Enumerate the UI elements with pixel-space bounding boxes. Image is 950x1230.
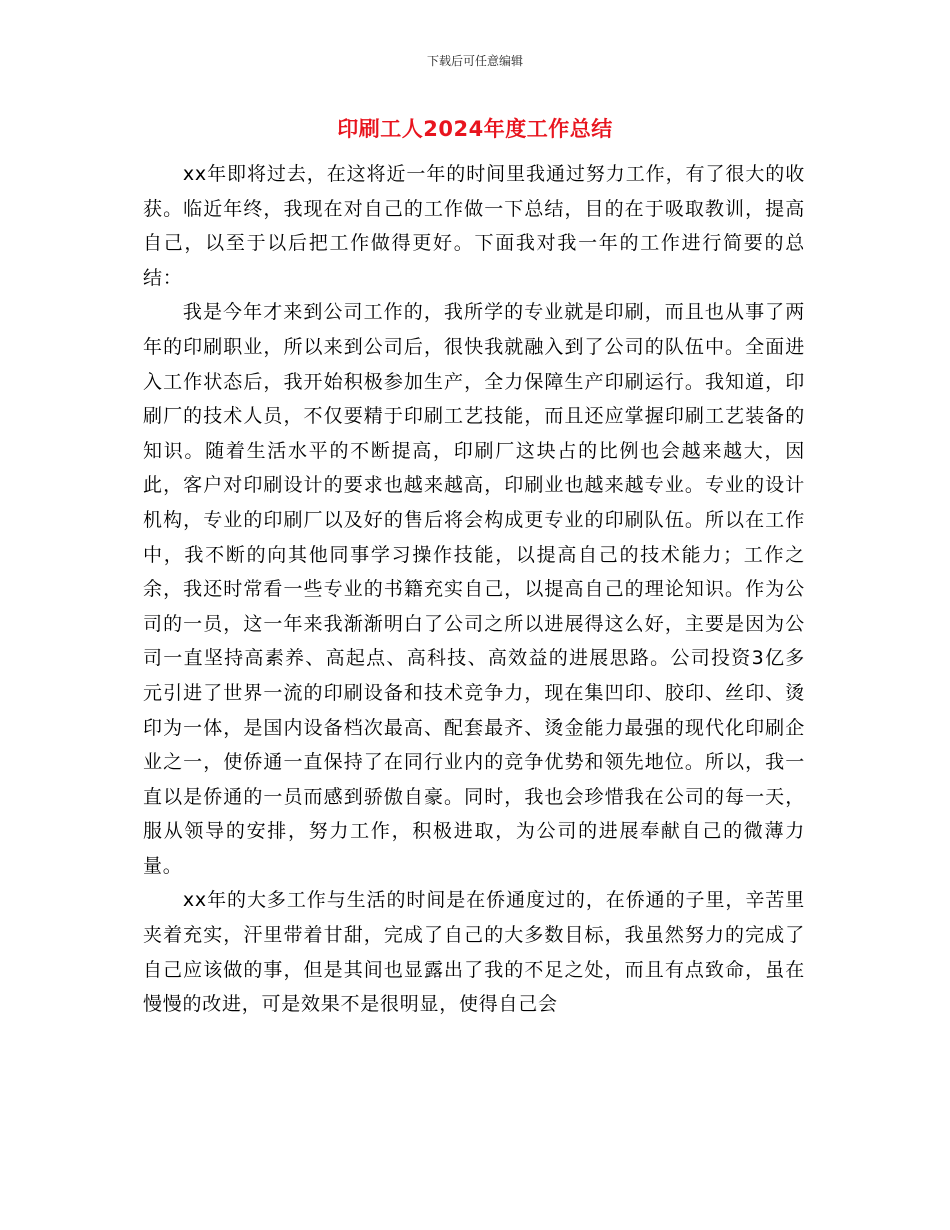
paragraph-intro: xx年即将过去，在这将近一年的时间里我通过努力工作，有了很大的收获。临近年终，我现在对自己的工作做一下总结，目的在于吸取教训，提高自己，以至于以后把工作做得更好。下面我对我一年的工作进行简要的总结： xyxy=(143,163,805,289)
paragraph-reflection: xx年的大多工作与生活的时间是在侨通度过的，在侨通的子里，辛苦里夹着充实，汗里带着甘甜，完成了自己的大多数目标，我虽然努力的完成了自己应该做的事，但是其间也显露出了我的不足之处，而且有点致命，虽在慢慢的改进，可是效果不是很明显，使得自己会 xyxy=(143,889,805,1016)
document-body xyxy=(143,157,805,1022)
document-title: 印刷工人2024年度工作总结 xyxy=(337,117,613,141)
page-header: 下载后可任意编辑 xyxy=(426,54,523,68)
paragraph-work: 我是今年才来到公司工作的，我所学的专业就是印刷，而且也从事了两年的印刷职业，所以来到公司后，很快我就融入到了公司的队伍中。全面进入工作状态后，我开始积极参加生产，全力保障生产印刷运行。我知道，印刷厂的技术人员，不仅要精于印刷工艺技能，而且还应掌握印刷工艺装备的知识。随着生活水平的不断提高，印刷厂这块占的比例也会越来越大，因此，客户对印刷设计的要求也越来越高，印刷业也越来越专业。专业的设计机构，专业的印刷厂以及好的售后将会构成更专业的印刷队伍。所以在工作中，我不断的向其他同事学习操作技能，以提高自己的技术能力；工作之余，我还时常看一些专业的书籍充实自己，以提高自己的理论知识。作为公司的一员，这一年来我渐渐明白了公司之所以进展得这么好，主要是因为公司一直坚持高素养、高起点、高科技、高效益的进展思路。公司投资3亿多元引进了世界一流的印刷设备和技术竞争力，现在集凹印、胶印、丝印、烫印为一体，是国内设备档次最高、配套最齐、烫金能力最强的现代化印刷企业之一，使侨通一直保持了在同行业内的竞争优势和领先地位。所以，我一直以是侨通的一员而感到骄傲自豪。同时，我也会珍惜我在公司的每一天，服从领导的安排，努力工作，积极进取，为公司的进展奉献自己的微薄力量。 xyxy=(143,301,805,877)
